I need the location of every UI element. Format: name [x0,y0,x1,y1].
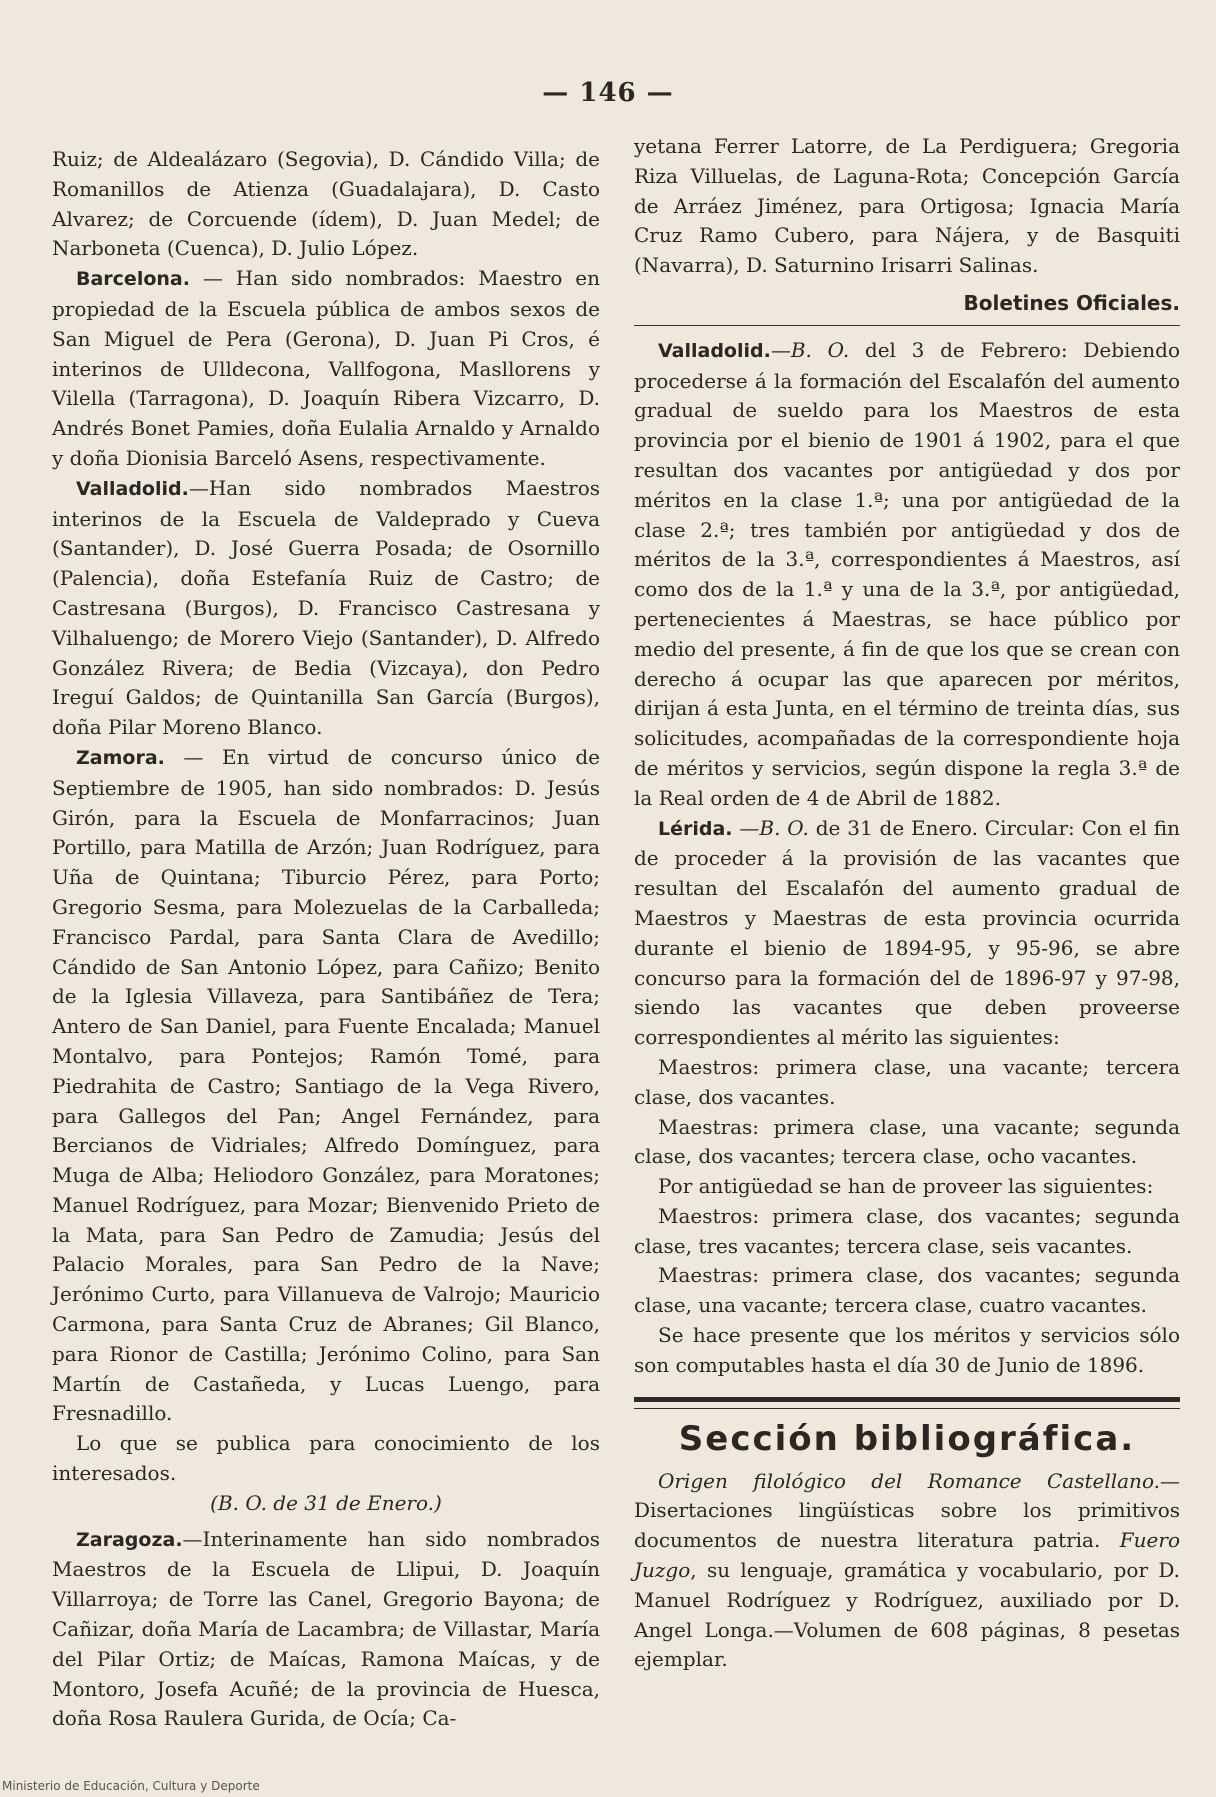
section-rule-thin [634,1408,1180,1409]
place-heading: Zaragoza. [76,1528,183,1551]
section-title: Sección bibliográfica. [678,1418,1136,1459]
footer-credit: Ministerio de Educación, Cultura y Deporte [2,1779,260,1793]
barcelona-paragraph [52,264,600,474]
section-rule-heavy [634,1397,1180,1402]
paragraph-text: del 3 de Febrero: Debiendo procederse á la formación del Escalafón del aumento gradual de sueldo para los Maestros de esta provincia por el bienio de 1901 á 1902, para el que resultan dos vacantes por antigüedad y dos por méritos en la clase 1.ª; una por antigüedad de la clase 2.ª; tres también por antigüedad y dos de méritos de la 3.ª, correspondientes á Maestros, así como dos de la 1.ª y una de la 3.ª, por antigüedad, pertenecientes á Maestras, se hace público por medio del presente, á fin de que los que se crean con derecho á ocupar las que aparecen por méritos, dirijan á esta Junta, en el término de treinta días, sus solicitudes, acompañadas de la correspondiente hoja de méritos y servicios, según dispone la regla 3.ª de la Real orden de 4 de Abril de 1882. [634,337,1180,810]
paragraph-text: — En virtud de concurso único de Septiembre de 1905, han sido nombrados: D. Jesús Girón, para la Escuela de Monfarracinos; Juan Portillo, para Matilla de Arzón; Juan Rodríguez, para Uña de Quintana; Tiburcio Pérez, para Porto; Gregorio Sesma, para Molezuelas de la Carballeda; Francisco Pardal, para Santa Clara de Avedillo; Cándido de San Antonio López, para Cañizo; Benito de la Iglesia Villaveza, para Santibáñez de Tera; Antero de San Daniel, para Fuente Encalada; Manuel Montalvo, para Pontejos; Ramón Tomé, para Piedrahita de Castro; Santiago de la Vega Rivero, para Gallegos del Pan; Angel Fernández, para Bercianos de Vidriales; Alfredo Domínguez, para Muga de Alba; Heliodoro González, para Moratones; Manuel Rodríguez, para Mozar; Bienvenido Prieto de la Mata, para San Pedro de Zamudia; Jesús del Palacio Morales, para San Pedro de la Nave; Jerónimo Curto, para Villanueva de Valrojo; Mauricio Carmona, para Santa Cruz de Abranes; Gil Blanco, para Rionor de Castilla; Jerónimo Colino, para San Martín de Castañeda, y Lucas Luengo, para Fresnadillo. [52,744,600,1426]
intro-paragraph: Ruiz; de Aldealázaro (Segovia), D. Cándido Villa; de Romanillos de Atienza (Guadalajara), D. Casto Alvarez; de Corcuende (ídem), D. Juan Medel; de Narboneta (Cuenca), D. Julio López. [52,147,600,261]
antiguedad-intro: Por antigüedad se han de proveer las siguientes: [658,1174,1154,1199]
place-heading: Valladolid. [658,339,771,362]
valladolid-paragraph [52,474,600,743]
continuation-paragraph: yetana Ferrer Latorre, de La Perdiguera; Gregoria Riza Villuelas, de Laguna-Rota; Concepción García de Arráez Jiménez, para Ortigosa; Ignacia María Cruz Ramo Cubero, para Nájera, y de Basquiti (Navarra), D. Saturnino Irisarri Salinas. [634,134,1180,278]
bo-date: (B. O. de 31 de Enero.) [210,1490,442,1515]
page-number: — 146 — [542,78,674,108]
biblio-title: Origen filológico del Romance Castellano. [658,1468,1160,1493]
paragraph-text: de 31 de Enero. Circular: Con el fin de proceder á la provisión de las vacantes que resultan del Escalafón del aumento gradual de Maestros y Maestras de esta provincia ocurrida durante el bienio de 1894-95, y 95-96, se abre concurso para la formación del de 1896-97 y 97-98, siendo las vacantes que deben proveerse correspondientes al mérito las siguientes: [634,815,1180,1050]
bo-abbrev: —B. O. [732,815,809,840]
right-column [634,132,1180,1675]
biblio-fuero: Fuero Juzgo [634,1528,1180,1583]
merito-maestros: Maestros: primera clase, una vacante; tercera clase, dos vacantes. [634,1054,1180,1109]
place-heading: Valladolid. [76,477,189,500]
paragraph-text: —Han sido nombrados Maestros interinos de la Escuela de Valdeprado y Cueva (Santander), D. José Guerra Posada; de Osornillo (Palencia), doña Estefanía Ruiz de Castro; de Castresana (Burgos), D. Francisco Castresana y Vilhaluengo; de Morero Viejo (Santander), D. Alfredo González Rivera; de Bedia (Vizcaya), don Pedro Ireguí Galdos; de Quintanilla San García (Burgos), doña Pilar Moreno Blanco. [52,475,600,740]
valladolid-bo-paragraph [634,336,1180,814]
paragraph-text: — Han sido nombrados: Maestro en propiedad de la Escuela pública de ambos sexos de San Miguel de Pera (Gerona), D. Juan Pi Cros, é interinos de Ulldecona, Vallfogona, Masllorens y Vilella (Tarragona), D. Joaquín Ribera Vizcarro, D. Andrés Bonet Pamies, doña Eulalia Arnaldo y Arnaldo y doña Dionisia Barceló Asens, respectivamente. [52,266,600,470]
antiguedad-maestras: Maestras: primera clase, dos vacantes; segunda clase, una vacante; tercera clase, cuatro vacantes. [634,1263,1180,1318]
nota-paragraph: Se hace presente que los méritos y servicios sólo son computables hasta el día 30 de Junio de 1896. [634,1323,1180,1377]
place-heading: Barcelona. [76,268,190,291]
publica-paragraph: Lo que se publica para conocimiento de los interesados. [52,1431,600,1486]
lerida-paragraph [634,814,1180,1053]
paragraph-text: —Interinamente han sido nombrados Maestros de la Escuela de Llipui, D. Joaquín Villarroya; de Torre las Canel, Gregorio Bayona; de Cañizar, doña María de Lacambra; de Villastar, María del Pilar Ortiz; de Maícas, Ramona Maícas, y de Montoro, Josefa Acuñé; de la provincia de Huesca, doña Rosa Raulera Gurida, de Ocía; Ca- [52,1526,600,1731]
zamora-paragraph [52,743,600,1429]
zaragoza-paragraph [52,1525,600,1735]
antiguedad-maestros: Maestros: primera clase, dos vacantes; segunda clase, tres vacantes; tercera clase, seis vacantes. [634,1203,1180,1258]
biblio-paragraph [634,1467,1180,1676]
biblio-text: —Disertaciones lingüísticas sobre los primitivos documentos de nuestra literatura patria. [634,1468,1180,1553]
biblio-text: , su lenguaje, gramática y vocabulario, por D. Manuel Rodríguez y Rodríguez, auxiliado por D. Angel Longa.—Volumen de 608 páginas, 8 pesetas ejemplar. [634,1558,1180,1672]
merito-maestras: Maestras: primera clase, una vacante; segunda clase, dos vacantes; tercera clase, ocho vacantes. [634,1114,1180,1169]
place-heading: Zamora. [76,746,165,769]
place-heading: Lérida. [658,817,733,840]
left-column [52,145,600,1734]
bo-abbrev: —B. O. [770,337,850,362]
boletines-heading: Boletines Oficiales. [634,289,1180,326]
